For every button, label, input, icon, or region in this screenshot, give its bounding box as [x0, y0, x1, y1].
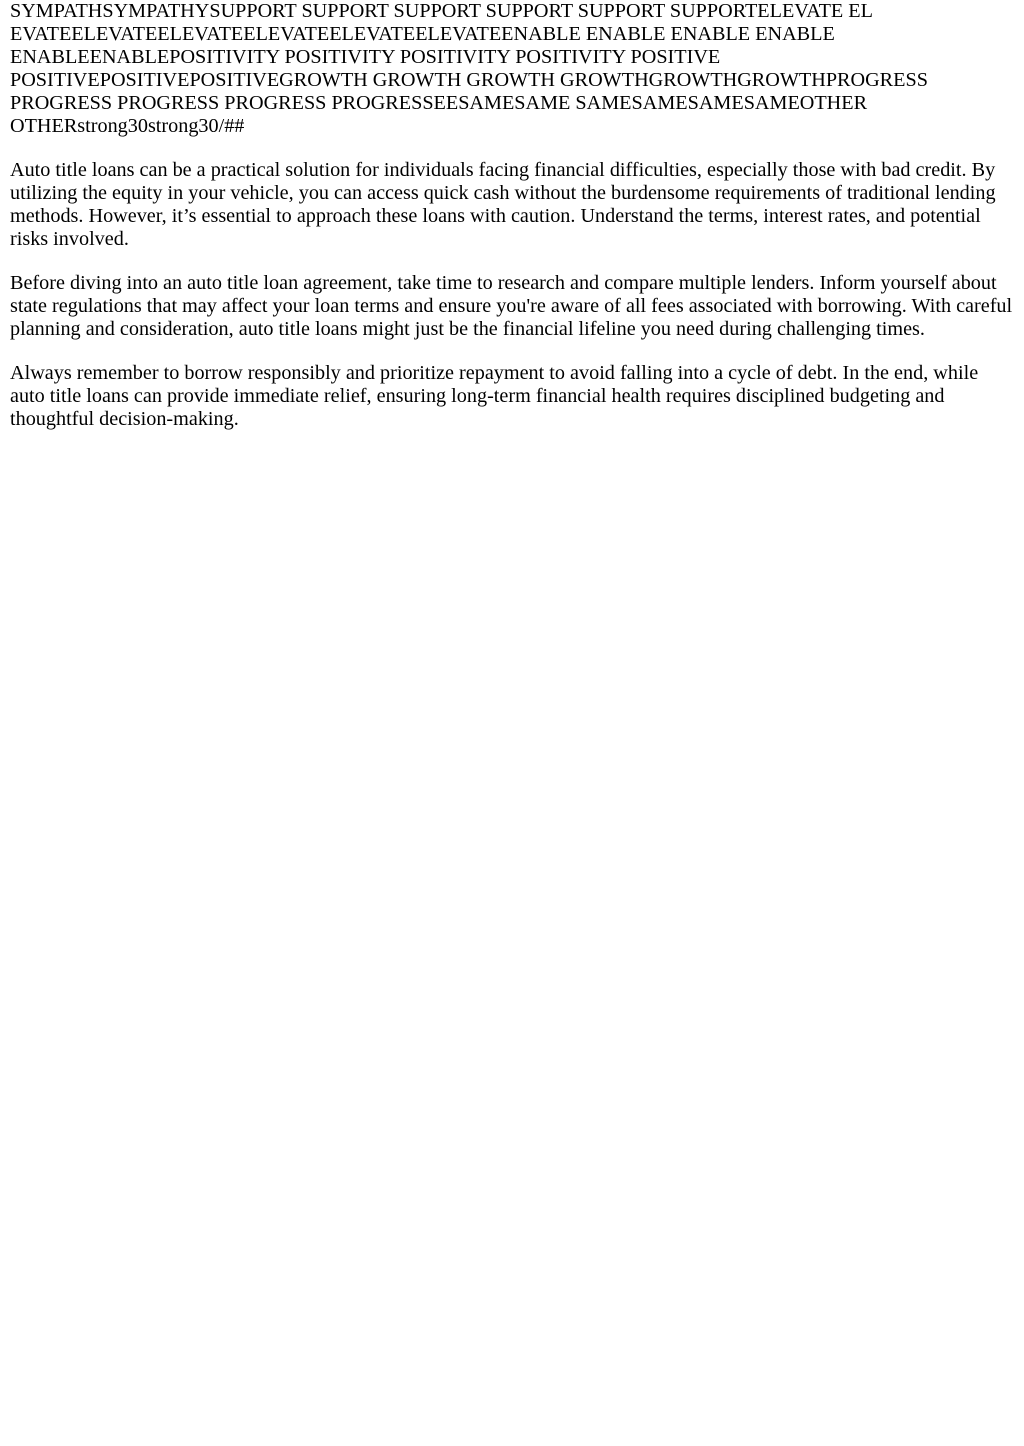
paragraph-research-lenders: Before diving into an auto title loan agreement, take time to research and compare multiple lenders. Inform yourself about state regulations that may affect your loan terms and ensure you're aware of all fees associated with borrowing. With careful planning and consideration, auto title loans might just be the financial lifeline you need during challenging times.: [10, 272, 1013, 340]
paragraph-borrow-responsibly: Always remember to borrow responsibly and prioritize repayment to avoid falling into a cycle of debt. In the end, while auto title loans can provide immediate relief, ensuring long-term financial health requires disciplined budgeting and thoughtful decision-making.: [10, 362, 979, 430]
header-keyword-text: SYMPATHSYMPATHYSUPPORT SUPPORT SUPPORT SUPPORT SUPPORT SUPPORTELEVATE EL EVATEELEVATEELEVATEELEVATEELEVATEELEVATEENABLE ENABLE ENABLE ENABLE ENABLEENABLEPOSITIVITY POSITIVITY POSITIVITY POSITIVITY POSITIVE POSITIVEPOSITIVEPOSITIVEGROWTH GROWTH GROWTH GROWTHGROWTHGROWTHPROGRESS PROGRESS PROGRESS PROGRESS PROGRESSEESAMESAME SAMESAMESAMESAMEOTHER OTHERstrong30strong30/##: [10, 0, 928, 137]
document-body: [10, 0, 1014, 431]
paragraph-auto-title-loans-intro: Auto title loans can be a practical solution for individuals facing financial difficulties, especially those with bad credit. By utilizing the equity in your vehicle, you can access quick cash without the burdensome requirements of traditional lending methods. However, it’s essential to approach these loans with caution. Understand the terms, interest rates, and potential risks involved.: [10, 159, 996, 250]
